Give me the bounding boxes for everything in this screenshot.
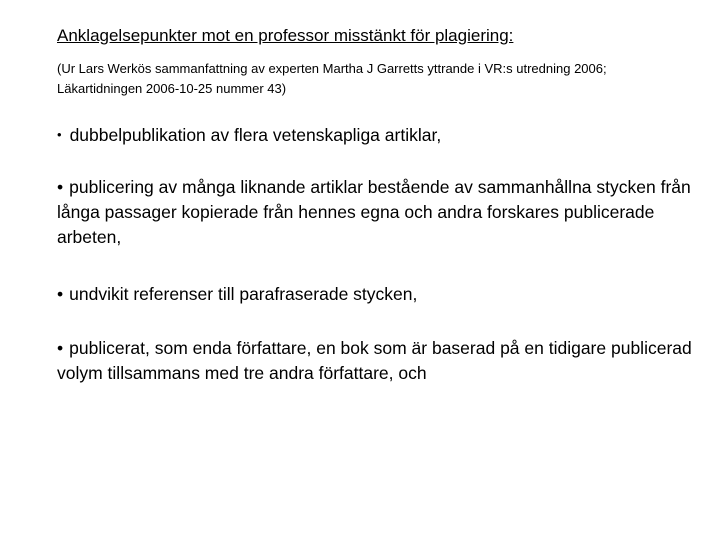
bullet-text: undvikit referenser till parafraserade stycken, <box>69 284 418 304</box>
bullet-marker: • <box>57 177 64 197</box>
slide-title: Anklagelsepunkter mot en professor misstänkt för plagiering: <box>57 26 514 45</box>
bullet-text: dubbelpublikation av flera vetenskapliga artiklar, <box>69 125 442 145</box>
bullet-text: publicerat, som enda författare, en bok som är baserad på en tidigare publicerad volym tillsammans med tre andra författare, och <box>57 338 692 383</box>
bullet-list <box>57 122 707 386</box>
bullet-item <box>57 282 707 307</box>
bullet-item <box>57 336 707 386</box>
bullet-item <box>57 175 707 250</box>
source-citation: (Ur Lars Werkös sammanfattning av experten Martha J Garretts yttrande i VR:s utredning 2006; Läkartidningen 2006-10-25 nummer 43) <box>57 61 607 96</box>
bullet-item <box>57 122 707 148</box>
bullet-marker: • <box>57 127 62 142</box>
bullet-marker: • <box>57 284 64 304</box>
bullet-text: publicering av många liknande artiklar bestående av sammanhållna stycken från långa passager kopierade från hennes egna och andra forskares publicerade arbeten, <box>57 177 691 247</box>
bullet-marker: • <box>57 338 64 358</box>
